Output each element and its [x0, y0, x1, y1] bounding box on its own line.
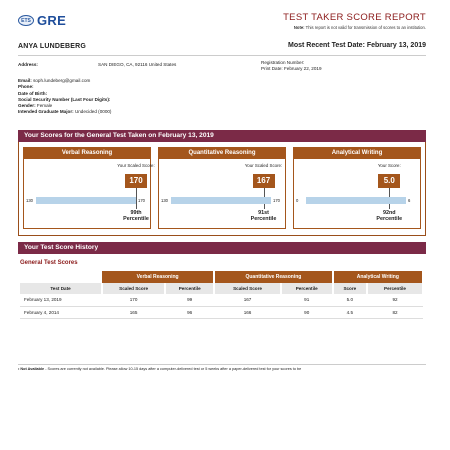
note-label: Note: — [293, 25, 305, 30]
report-note — [294, 25, 426, 30]
percentile — [119, 210, 153, 222]
score-history-table — [20, 271, 424, 319]
cell-verbal-percentile: 99 — [165, 294, 214, 306]
column-header: Percentile — [165, 283, 214, 294]
address-value: SAN DIEGO, CA, 92116 United States — [98, 62, 177, 67]
footer-note — [18, 364, 426, 371]
dob-label: Date of Birth: — [18, 90, 48, 96]
percentile-value: 92nd — [383, 210, 396, 216]
address-label: Address: — [18, 62, 38, 67]
percentile-value: 99th — [130, 210, 142, 216]
cell-quant-score: 166 — [214, 306, 281, 318]
percentile-label: Percentile — [376, 216, 403, 222]
most-recent-test-date: Most Recent Test Date: February 13, 2019 — [288, 42, 426, 49]
quant-score-box — [158, 147, 286, 229]
phone-label: Phone: — [18, 84, 34, 90]
ets-logo-icon: ETS — [18, 15, 34, 26]
cell-writing-score: 5.0 — [333, 294, 367, 306]
verbal-score-box — [23, 147, 155, 229]
score-box-title: Verbal Reasoning — [24, 148, 150, 159]
cell-test-date: February 13, 2019 — [20, 294, 102, 306]
score-box-title: Quantitative Reasoning — [159, 148, 285, 159]
scale-min: 130 — [26, 198, 33, 203]
writing-score-box — [293, 147, 421, 229]
cell-quant-score: 167 — [214, 294, 281, 306]
candidate-row — [18, 42, 426, 56]
cell-writing-percentile: 92 — [367, 294, 423, 306]
registration-label: Registration Number: — [261, 60, 305, 65]
email-label: Email: — [18, 78, 32, 83]
table-group-header — [20, 271, 423, 283]
history-subtitle: General Test Scores — [20, 260, 78, 266]
scale-max: 170 — [273, 198, 280, 203]
score-box-title: Analytical Writing — [294, 148, 420, 159]
table-column-header — [20, 283, 423, 294]
cell-test-date: February 4, 2014 — [20, 306, 102, 318]
cell-writing-score: 4.5 — [333, 306, 367, 318]
table-corner — [20, 271, 102, 283]
group-writing: Analytical Writing — [333, 271, 423, 283]
cell-quant-percentile: 91 — [281, 294, 333, 306]
group-quant: Quantitative Reasoning — [214, 271, 332, 283]
scaled-score-label: Your Scaled Score: — [244, 163, 283, 168]
column-header: Scaled Score — [214, 283, 281, 294]
column-header: Scaled Score — [102, 283, 165, 294]
column-header: Test Date — [20, 283, 102, 294]
cell-quant-percentile: 90 — [281, 306, 333, 318]
report-header — [18, 10, 426, 40]
percentile-value: 91st — [258, 210, 269, 216]
scaled-score-label: Your Score: — [377, 163, 401, 168]
score-value: 167 — [253, 174, 275, 188]
percentile-label: Percentile — [123, 216, 149, 222]
scale-min: 0 — [296, 198, 299, 203]
percentile — [247, 210, 281, 222]
column-header: Percentile — [281, 283, 333, 294]
scale-max: 170 — [138, 198, 145, 203]
cell-verbal-score: 165 — [102, 306, 165, 318]
history-section-title: Your Test Score History — [18, 242, 426, 254]
scale-min: 130 — [161, 198, 168, 203]
personal-details — [18, 78, 111, 116]
gre-logo — [18, 13, 66, 28]
score-value: 5.0 — [378, 174, 400, 188]
major-label: Intended Graduate Major: — [18, 109, 74, 115]
score-report — [18, 10, 426, 319]
candidate-name: ANYA LUNDEBERG — [18, 43, 87, 50]
column-header: Score — [333, 283, 367, 294]
gender-label: Gender: — [18, 103, 36, 109]
score-scale-bar — [36, 197, 136, 204]
column-header: Percentile — [367, 283, 423, 294]
scale-max: 6 — [408, 198, 411, 203]
gender-value: Female — [36, 103, 53, 109]
report-title: TEST TAKER SCORE REPORT — [283, 12, 426, 23]
table-row — [20, 294, 423, 306]
score-value: 170 — [125, 174, 147, 188]
score-boxes — [18, 142, 426, 236]
percentile — [372, 210, 406, 222]
print-date: Print Date: February 22, 2019 — [261, 66, 322, 71]
cell-writing-percentile: 82 — [367, 306, 423, 318]
footer-label: • Not Available — [18, 367, 45, 371]
scaled-score-label: Your Scaled Score: — [117, 163, 155, 168]
registration-info — [261, 60, 322, 72]
gre-logo-text: GRE — [37, 13, 67, 28]
footer-text: - Scores are currently not available. Please allow 10-15 days after a computer-delivered test or 5 weeks after a paper-delivered test for your scores to be — [45, 367, 302, 371]
score-scale-bar — [306, 197, 406, 204]
candidate-info — [18, 60, 426, 130]
table-row — [20, 306, 423, 318]
group-verbal: Verbal Reasoning — [102, 271, 214, 283]
major-value: Undecided (0000) — [74, 109, 112, 115]
cell-verbal-score: 170 — [102, 294, 165, 306]
note-text: This report is not valid for transmission of scores to an institution. — [305, 25, 426, 30]
score-pointer — [136, 188, 137, 209]
email-value: soph.lundeberg@gmail.com — [33, 78, 91, 83]
percentile-label: Percentile — [250, 216, 277, 222]
ssn-label: Social Security Number (Last Four Digits): — [18, 96, 111, 102]
cell-verbal-percentile: 96 — [165, 306, 214, 318]
score-scale-bar — [171, 197, 271, 204]
scores-section-title: Your Scores for the General Test Taken on February 13, 2019 — [18, 130, 426, 142]
